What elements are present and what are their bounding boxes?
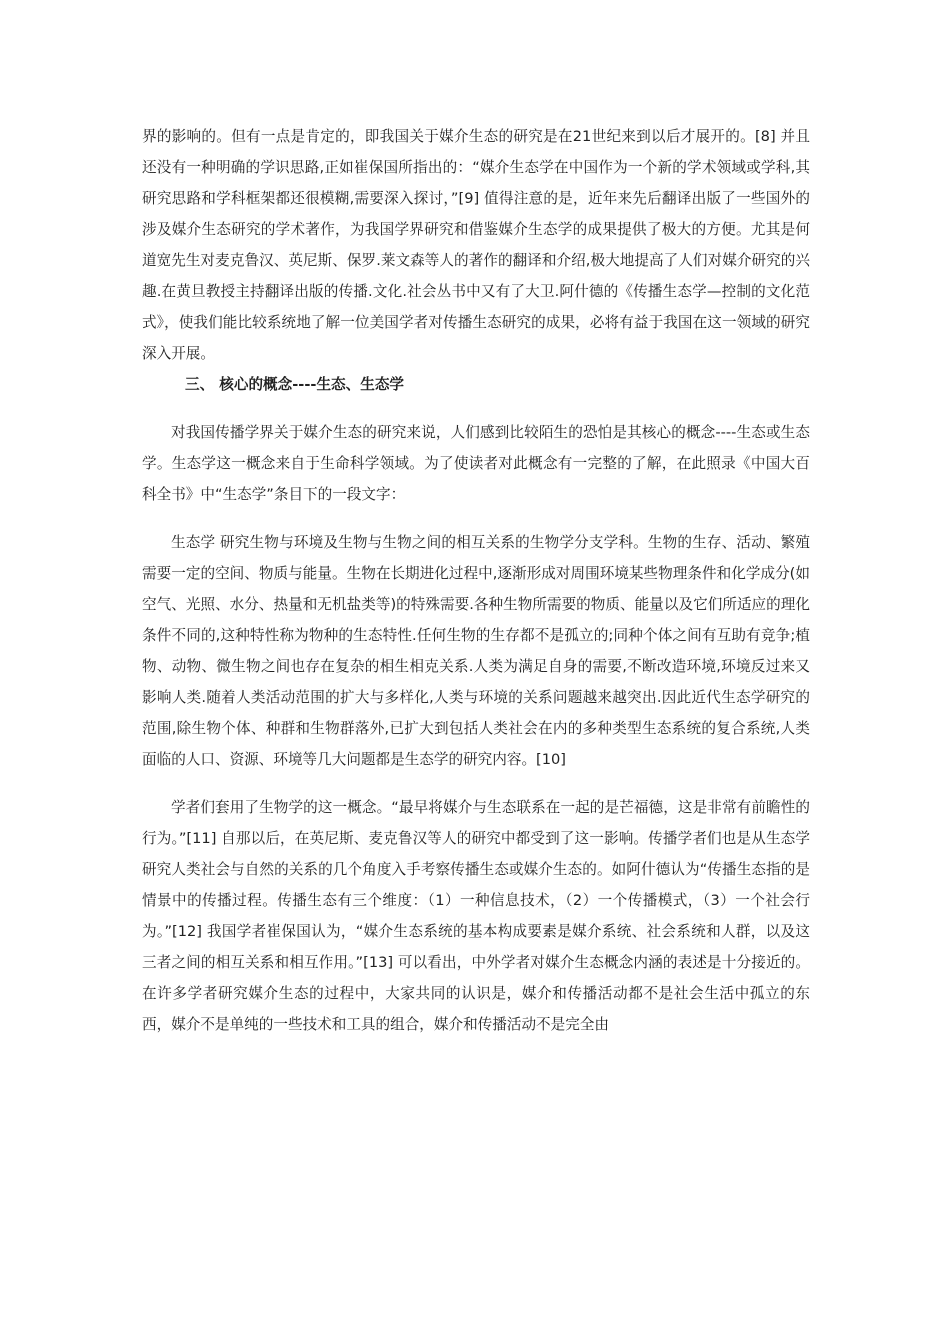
section-heading-core-concepts: 三、 核心的概念----生态、生态学 [185,376,405,393]
paragraph-ecology-definition-quote: 生态学 研究生物与环境及生物与生物之间的相互关系的生物学分支学科。生物的生存、活动、繁殖需要一定的空间、物质与能量。生物在长期进化过程中,逐渐形成对周围环境某些物理条件和化学成分(如空气、光照、水分、热量和无机盐类等)的特殊需要.各种生物所需要的物质、能量以及它们所适应的理化条件不同的,这种特性称为物种的生态特性.任何生物的生存都不是孤立的;同种个体之间有互助有竞争;植物、动物、微生物之间也存在复杂的相生相克关系.人类为满足自身的需要,不断改造环境,环境反过来又影响人类.随着人类活动范围的扩大与多样化,人类与环境的关系问题越来越突出.因此近代生态学研究的范围,除生物个体、种群和生物群落外,已扩大到包括人类社会在内的多种类型生态系统的复合系统,人类面临的人口、资源、环境等几大问题都是生态学的研究内容。[10] [142,534,810,768]
paragraph-core-concept-intro: 对我国传播学界关于媒介生态的研究来说，人们感到比较陌生的恐怕是其核心的概念----生态或生态学。生态学这一概念来自于生命科学领域。为了使读者对此概念有一完整的了解，在此照录《中国大百科全书》中“生态学”条目下的一段文字： [142,424,810,503]
paragraph-media-ecology-research-china: 界的影响的。但有一点是肯定的，即我国关于媒介生态的研究是在21世纪来到以后才展开的。[8] 并且还没有一种明确的学识思路,正如崔保国所指出的：“媒介生态学在中国作为一个新的学术领域或学科,其研究思路和学科框架都还很模糊,需要深入探讨，”[9] 值得注意的是，近年来先后翻译出版了一些国外的涉及媒介生态研究的学术著作，为我国学界研究和借鉴媒介生态学的成果提供了极大的方便。尤其是何道宽先生对麦克鲁汉、英尼斯、保罗.莱文森等人的著作的翻译和介绍,极大地提高了人们对媒介研究的兴趣.在黄旦教授主持翻译出版的传播.文化.社会丛书中又有了大卫.阿什德的《传播生态学—控制的文化范式》，使我们能比较系统地了解一位美国学者对传播生态研究的成果，必将有益于我国在这一领域的研究深入开展。 [142,128,810,362]
paragraph-scholars-adopt-concept: 学者们套用了生物学的这一概念。“最早将媒介与生态联系在一起的是芒福德，这是非常有前瞻性的行为。”[11] 自那以后，在英尼斯、麦克鲁汉等人的研究中都受到了这一影响。传播学者们也是从生态学研究人类社会与自然的关系的几个角度入手考察传播生态或媒介生态的。如阿什德认为“传播生态指的是情景中的传播过程。传播生态有三个维度：（1）一种信息技术，（2）一个传播模式，（3）一个社会行为。”[12] 我国学者崔保国认为，“媒介生态系统的基本构成要素是媒介系统、社会系统和人群，以及这三者之间的相互关系和相互作用。”[13] 可以看出，中外学者对媒介生态概念内涵的表述是十分接近的。在许多学者研究媒介生态的过程中，大家共同的认识是，媒介和传播活动都不是社会生活中孤立的东西，媒介不是单纯的一些技术和工具的组合，媒介和传播活动不是完全由 [142,799,810,1033]
document-page [142,121,810,1040]
